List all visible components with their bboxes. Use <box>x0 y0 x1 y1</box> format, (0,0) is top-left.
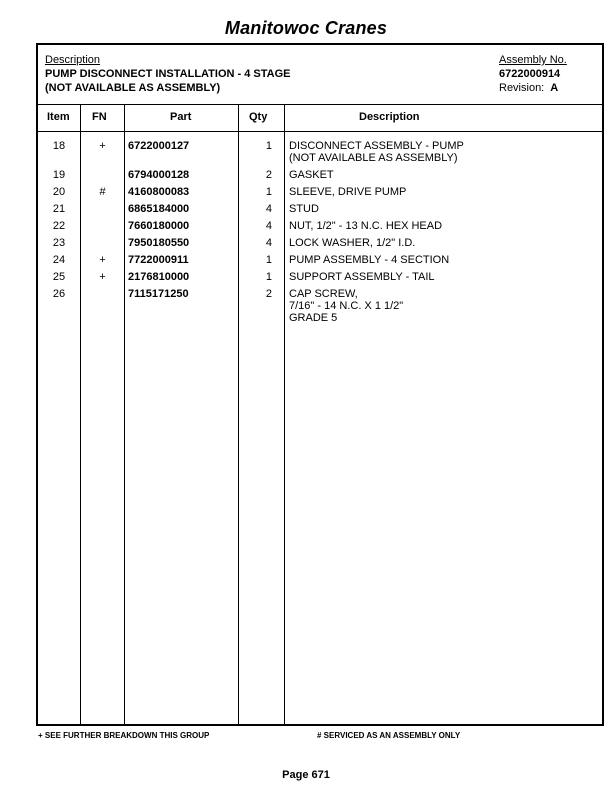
fn-marker: # <box>99 186 106 198</box>
column-header-item: Item <box>47 111 70 123</box>
assembly-number: 6722000914 <box>499 68 561 80</box>
item-number: 18 <box>52 140 66 152</box>
quantity: 1 <box>265 140 272 152</box>
fn-marker: + <box>99 271 106 283</box>
part-description-line: 7/16" - 14 N.C. X 1 1/2" <box>289 300 404 312</box>
revision <box>499 82 558 94</box>
part-description-line: DISCONNECT ASSEMBLY - PUMP <box>289 140 464 152</box>
column-header-description: Description <box>359 111 420 123</box>
part-number: 7660180000 <box>128 220 190 232</box>
part-description-line: NUT, 1/2" - 13 N.C. HEX HEAD <box>289 220 443 232</box>
quantity: 1 <box>265 186 272 198</box>
parts-table-frame <box>36 43 604 726</box>
item-number: 25 <box>52 271 66 283</box>
column-header-qty: Qty <box>249 111 268 123</box>
part-description-line: STUD <box>289 203 319 215</box>
column-divider <box>284 104 285 724</box>
item-number: 24 <box>52 254 66 266</box>
assembly-description-line2: (NOT AVAILABLE AS ASSEMBLY) <box>45 82 221 94</box>
part-description-line: GRADE 5 <box>289 312 338 324</box>
legend-further-breakdown: + SEE FURTHER BREAKDOWN THIS GROUP <box>38 731 210 740</box>
part-number: 7115171250 <box>128 288 189 300</box>
part-number: 7722000911 <box>128 254 189 266</box>
part-description-line: PUMP ASSEMBLY - 4 SECTION <box>289 254 450 266</box>
part-description-line: (NOT AVAILABLE AS ASSEMBLY) <box>289 152 458 164</box>
item-number: 21 <box>52 203 66 215</box>
part-description <box>289 169 334 181</box>
part-description <box>289 203 319 215</box>
quantity: 4 <box>265 220 272 232</box>
description-label: Description <box>45 54 101 66</box>
part-description <box>289 186 406 198</box>
part-description-line: SLEEVE, DRIVE PUMP <box>289 186 407 198</box>
part-number: 7950180550 <box>128 237 190 249</box>
part-description <box>289 140 464 164</box>
part-number: 6794000128 <box>128 169 190 181</box>
part-number: 2176810000 <box>128 271 190 283</box>
revision-label: Revision: <box>499 82 545 94</box>
page-number: Page 671 <box>282 769 330 781</box>
part-number: 4160800083 <box>128 186 190 198</box>
revision-value: A <box>550 82 559 94</box>
part-description-line: LOCK WASHER, 1/2" I.D. <box>289 237 416 249</box>
quantity: 1 <box>265 271 272 283</box>
part-description <box>289 220 442 232</box>
part-description-line: CAP SCREW, <box>289 288 358 300</box>
assembly-description-line1: PUMP DISCONNECT INSTALLATION - 4 STAGE <box>45 68 291 80</box>
column-header-fn: FN <box>92 111 107 123</box>
column-header-part: Part <box>170 111 192 123</box>
column-divider <box>238 104 239 724</box>
part-description <box>289 288 403 324</box>
part-description <box>289 271 435 283</box>
part-description <box>289 237 415 249</box>
part-description <box>289 254 449 266</box>
quantity: 4 <box>265 203 272 215</box>
column-headers <box>38 104 602 132</box>
item-number: 20 <box>52 186 66 198</box>
assembly-header <box>38 45 602 105</box>
fn-marker: + <box>99 254 106 266</box>
quantity: 1 <box>265 254 272 266</box>
part-number: 6865184000 <box>128 203 190 215</box>
quantity: 2 <box>265 288 272 300</box>
fn-marker: + <box>99 140 106 152</box>
part-description-line: GASKET <box>289 169 334 181</box>
part-number: 6722000127 <box>128 140 190 152</box>
item-number: 19 <box>52 169 66 181</box>
item-number: 22 <box>52 220 66 232</box>
assembly-number-label: Assembly No. <box>499 54 567 66</box>
legend-serviced-assembly: # SERVICED AS AN ASSEMBLY ONLY <box>317 731 461 740</box>
document-title: Manitowoc Cranes <box>224 18 388 38</box>
part-description-line: SUPPORT ASSEMBLY - TAIL <box>289 271 435 283</box>
quantity: 4 <box>265 237 272 249</box>
item-number: 23 <box>52 237 66 249</box>
quantity: 2 <box>265 169 272 181</box>
item-number: 26 <box>52 288 66 300</box>
